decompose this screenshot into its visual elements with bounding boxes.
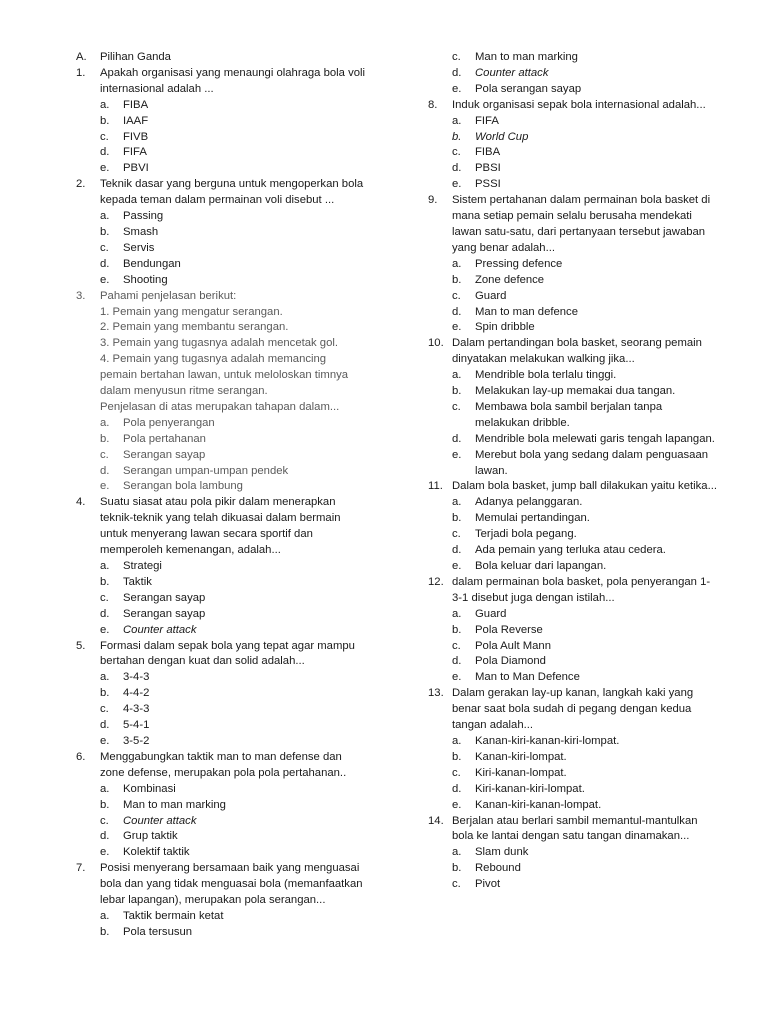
- item-text: 3. Pemain yang tugasnya adalah mencetak gol.: [100, 337, 339, 350]
- option-item: [76, 734, 366, 750]
- question-item: [428, 686, 720, 734]
- option-text: Kombinasi: [123, 782, 176, 795]
- option-letter: e.: [452, 321, 462, 334]
- option-text: Melakukan lay-up memakai dua tangan.: [475, 385, 676, 398]
- question-item: [428, 336, 720, 368]
- item-text: 4. Pemain yang tugasnya adalah memancing pemain bertahan lawan, untuk meloloskan timnya dalam menyusun ritme serangan.: [100, 353, 349, 398]
- option-letter: b.: [100, 432, 110, 445]
- question-item: [428, 575, 720, 607]
- item-number: 5.: [76, 639, 86, 652]
- option-letter: d.: [100, 607, 110, 620]
- option-item: [428, 527, 720, 543]
- option-item: [428, 145, 720, 161]
- option-item: [428, 798, 720, 814]
- option-item: [428, 82, 720, 98]
- item-text: Suatu siasat atau pola pikir dalam menerapkan teknik-teknik yang telah dikuasai dalam bermain untuk menyerang lawan secara sportif dan memperoleh kemenangan, adalah...: [100, 496, 341, 557]
- option-item: [428, 495, 720, 511]
- option-text: Man to man defence: [475, 305, 578, 318]
- option-item: [428, 273, 720, 289]
- option-item: [428, 384, 720, 400]
- option-item: [76, 718, 366, 734]
- option-text: Adanya pelanggaran.: [475, 496, 583, 509]
- option-letter: b.: [452, 385, 462, 398]
- option-text: FIBA: [475, 146, 501, 159]
- option-letter: e.: [100, 846, 110, 859]
- question-item: [76, 495, 366, 559]
- option-letter: e.: [100, 273, 110, 286]
- option-item: [76, 257, 366, 273]
- option-letter: a.: [452, 607, 462, 620]
- item-text: Induk organisasi sepak bola internasional adalah...: [452, 98, 706, 111]
- option-item: [76, 591, 366, 607]
- option-letter: a.: [100, 98, 110, 111]
- option-text: PBSI: [475, 162, 501, 175]
- option-item: [76, 145, 366, 161]
- option-text: Membawa bola sambil berjalan tanpa melakukan dribble.: [475, 400, 663, 429]
- option-letter: e.: [452, 798, 462, 811]
- option-text: Pola Diamond: [475, 655, 546, 668]
- option-item: [428, 750, 720, 766]
- item-number: 7.: [76, 862, 86, 875]
- option-item: [428, 845, 720, 861]
- question-item: [428, 479, 720, 495]
- option-text: Strategi: [123, 560, 162, 572]
- option-item: [428, 559, 720, 575]
- option-letter: d.: [452, 305, 462, 318]
- item-number: 2.: [76, 178, 86, 191]
- option-text: Kiri-kanan-lompat.: [475, 766, 567, 779]
- option-letter: b.: [452, 623, 462, 636]
- option-item: [76, 273, 366, 289]
- question-item: [76, 861, 366, 909]
- right-column: [428, 50, 720, 893]
- option-text: Kanan-kiri-lompat.: [475, 750, 567, 763]
- option-item: [76, 98, 366, 114]
- question-item: [428, 814, 720, 846]
- option-letter: b.: [452, 512, 462, 525]
- option-text: Pola Ault Mann: [475, 639, 551, 652]
- option-item: [76, 161, 366, 177]
- option-item: [76, 798, 366, 814]
- option-letter: e.: [452, 560, 462, 572]
- option-letter: a.: [452, 369, 462, 382]
- option-letter: a.: [452, 496, 462, 509]
- option-text: Slam dunk: [475, 846, 529, 859]
- item-text: Dalam pertandingan bola basket, seorang pemain dinyatakan melakukan walking jika...: [452, 337, 702, 366]
- option-text: Rebound: [475, 862, 521, 875]
- option-text: Counter attack: [123, 623, 197, 636]
- option-letter: c.: [452, 400, 461, 413]
- option-item: [428, 161, 720, 177]
- option-item: [76, 114, 366, 130]
- section-heading: [76, 50, 366, 66]
- option-letter: c.: [452, 878, 461, 891]
- option-item: [76, 130, 366, 146]
- option-text: FIBA: [123, 98, 149, 111]
- option-letter: a.: [100, 560, 110, 572]
- item-number: 10.: [428, 337, 444, 350]
- indent-spacer: [76, 320, 100, 336]
- item-text: 2. Pemain yang membantu serangan.: [100, 321, 289, 334]
- option-item: [428, 400, 720, 432]
- option-letter: b.: [100, 114, 110, 127]
- option-item: [428, 177, 720, 193]
- option-text: Kolektif taktik: [123, 846, 190, 859]
- item-number: 1.: [76, 66, 86, 79]
- option-letter: b.: [452, 862, 462, 875]
- option-text: Passing: [123, 210, 164, 223]
- option-letter: c.: [452, 289, 461, 302]
- paragraph-line: [76, 400, 366, 416]
- option-letter: b.: [452, 750, 462, 763]
- option-item: [428, 368, 720, 384]
- option-letter: d.: [100, 146, 110, 159]
- option-item: [428, 623, 720, 639]
- option-text: Taktik: [123, 575, 152, 588]
- option-letter: a.: [100, 416, 110, 429]
- item-number: 4.: [76, 496, 86, 509]
- option-text: Terjadi bola pegang.: [475, 528, 577, 541]
- option-letter: b.: [100, 798, 110, 811]
- option-text: Memulai pertandingan.: [475, 512, 590, 525]
- option-item: [76, 623, 366, 639]
- option-item: [76, 925, 366, 941]
- question-item: [428, 98, 720, 114]
- option-item: [428, 114, 720, 130]
- option-item: [428, 543, 720, 559]
- option-item: [76, 432, 366, 448]
- option-item: [76, 464, 366, 480]
- option-letter: e.: [452, 671, 462, 684]
- item-number: 3.: [76, 289, 86, 302]
- item-text: Pahami penjelasan berikut:: [100, 289, 237, 302]
- option-letter: b.: [100, 925, 110, 938]
- option-letter: a.: [100, 210, 110, 223]
- option-letter: c.: [100, 814, 109, 827]
- option-letter: a.: [452, 257, 462, 270]
- option-letter: d.: [100, 719, 110, 732]
- item-text: Sistem pertahanan dalam permainan bola basket di mana setiap pemain selalu berusaha mendekati lawan satu-satu, dari pertanyaan tersebut jawaban yang benar adalah...: [452, 194, 711, 254]
- option-letter: e.: [100, 480, 110, 493]
- option-text: Mendrible bola terlalu tinggi.: [475, 369, 617, 382]
- option-item: [76, 814, 366, 830]
- item-text: Menggabungkan taktik man to man defense dan zone defense, merupakan pola pola pertahanan..: [100, 750, 347, 779]
- option-item: [76, 702, 366, 718]
- option-text: Merebut bola yang sedang dalam penguasaan lawan.: [475, 448, 709, 477]
- option-item: [76, 225, 366, 241]
- option-text: FIVB: [123, 130, 149, 143]
- option-item: [76, 479, 366, 495]
- option-text: Guard: [475, 289, 507, 302]
- option-letter: d.: [452, 162, 462, 175]
- option-text: IAAF: [123, 114, 149, 127]
- option-text: 4-4-2: [123, 687, 150, 700]
- option-item: [76, 782, 366, 798]
- option-text: Serangan sayap: [123, 591, 206, 604]
- option-text: Pola pertahanan: [123, 432, 206, 445]
- item-text: Dalam bola basket, jump ball dilakukan yaitu ketika...: [452, 480, 717, 493]
- paragraph-line: [76, 320, 366, 336]
- option-text: FIFA: [123, 146, 147, 159]
- item-text: 1. Pemain yang mengatur serangan.: [100, 305, 283, 318]
- option-text: Pressing defence: [475, 257, 563, 270]
- option-letter: a.: [452, 734, 462, 747]
- option-letter: c.: [452, 146, 461, 159]
- option-text: Pola tersusun: [123, 925, 193, 938]
- option-text: Ada pemain yang terluka atau cedera.: [475, 544, 666, 557]
- item-number: 13.: [428, 687, 444, 700]
- option-item: [76, 559, 366, 575]
- item-number: 6.: [76, 750, 86, 763]
- option-item: [428, 257, 720, 273]
- option-text: 4-3-3: [123, 703, 150, 716]
- option-letter: c.: [100, 241, 109, 254]
- option-text: Bendungan: [123, 257, 181, 270]
- option-text: 5-4-1: [123, 719, 150, 732]
- option-item: [428, 670, 720, 686]
- option-item: [76, 416, 366, 432]
- option-text: Man to man marking: [123, 798, 226, 811]
- option-letter: d.: [452, 655, 462, 668]
- option-text: Spin dribble: [475, 321, 535, 334]
- option-letter: d.: [452, 432, 462, 445]
- option-letter: d.: [452, 782, 462, 795]
- indent-spacer: [76, 352, 100, 400]
- option-text: Kanan-kiri-kanan-kiri-lompat.: [475, 734, 620, 747]
- option-letter: a.: [100, 671, 110, 684]
- option-letter: b.: [452, 130, 462, 143]
- option-text: Kiri-kanan-kiri-lompat.: [475, 782, 585, 795]
- option-letter: c.: [452, 528, 461, 541]
- option-letter: e.: [100, 162, 110, 175]
- option-item: [428, 877, 720, 893]
- option-letter: c.: [100, 130, 109, 143]
- option-item: [428, 50, 720, 66]
- option-item: [428, 320, 720, 336]
- option-item: [428, 432, 720, 448]
- option-text: Kanan-kiri-kanan-lompat.: [475, 798, 602, 811]
- option-text: Pola Reverse: [475, 623, 543, 636]
- option-letter: c.: [100, 448, 109, 461]
- option-text: FIFA: [475, 114, 499, 127]
- option-text: Mendrible bola melewati garis tengah lapangan.: [475, 432, 715, 445]
- option-letter: d.: [452, 544, 462, 557]
- option-letter: d.: [452, 66, 462, 79]
- item-text: dalam permainan bola basket, pola penyerangan 1-3-1 disebut juga dengan istilah...: [452, 575, 711, 604]
- option-text: Pivot: [475, 878, 501, 891]
- option-letter: a.: [100, 782, 110, 795]
- option-item: [76, 448, 366, 464]
- option-letter: b.: [100, 687, 110, 700]
- option-text: Zone defence: [475, 273, 545, 286]
- option-letter: a.: [452, 846, 462, 859]
- option-letter: c.: [452, 51, 461, 63]
- item-text: Posisi menyerang bersamaan baik yang menguasai bola dan yang tidak menguasai bola (memanfaatkan lebar lapangan), merupakan pola serangan...: [100, 862, 363, 907]
- option-letter: d.: [100, 257, 110, 270]
- option-text: Serangan umpan-umpan pendek: [123, 464, 289, 477]
- indent-spacer: [76, 305, 100, 321]
- option-item: [76, 575, 366, 591]
- option-item: [428, 305, 720, 321]
- item-text: Penjelasan di atas merupakan tahapan dalam...: [100, 400, 340, 413]
- question-item: [76, 289, 366, 305]
- option-item: [428, 607, 720, 623]
- option-letter: e.: [100, 623, 110, 636]
- option-text: Man to Man Defence: [475, 671, 580, 684]
- item-text: Formasi dalam sepak bola yang tepat agar mampu bertahan dengan kuat dan solid adalah...: [100, 639, 355, 668]
- option-item: [76, 829, 366, 845]
- option-text: Grup taktik: [123, 830, 178, 843]
- option-text: Pola penyerangan: [123, 416, 215, 429]
- item-number: 14.: [428, 814, 444, 827]
- option-letter: b.: [452, 273, 462, 286]
- item-number: 8.: [428, 98, 438, 111]
- option-text: PSSI: [475, 178, 501, 191]
- option-text: Counter attack: [475, 66, 549, 79]
- option-item: [76, 686, 366, 702]
- option-item: [428, 639, 720, 655]
- option-item: [428, 448, 720, 480]
- option-item: [76, 209, 366, 225]
- option-letter: b.: [100, 225, 110, 238]
- option-item: [76, 241, 366, 257]
- option-item: [428, 66, 720, 82]
- option-item: [76, 607, 366, 623]
- option-letter: c.: [452, 766, 461, 779]
- option-letter: c.: [100, 591, 109, 604]
- option-item: [428, 130, 720, 146]
- item-number: A.: [76, 51, 87, 63]
- option-letter: e.: [452, 178, 462, 191]
- item-text: Teknik dasar yang berguna untuk mengoperkan bola kepada teman dalam permainan voli disebut ...: [100, 178, 364, 207]
- option-letter: e.: [452, 82, 462, 95]
- option-letter: d.: [100, 464, 110, 477]
- option-item: [428, 734, 720, 750]
- item-number: 11.: [428, 480, 443, 493]
- option-letter: c.: [452, 639, 461, 652]
- option-letter: c.: [100, 703, 109, 716]
- item-number: 9.: [428, 194, 438, 207]
- option-item: [76, 670, 366, 686]
- option-item: [428, 766, 720, 782]
- option-item: [428, 511, 720, 527]
- item-text: Pilihan Ganda: [100, 51, 171, 63]
- option-text: Pola serangan sayap: [475, 82, 582, 95]
- indent-spacer: [76, 400, 100, 416]
- option-item: [76, 845, 366, 861]
- option-text: Shooting: [123, 273, 168, 286]
- option-letter: a.: [452, 114, 462, 127]
- option-item: [76, 909, 366, 925]
- option-letter: d.: [100, 830, 110, 843]
- option-text: World Cup: [475, 130, 529, 143]
- left-column: [76, 50, 366, 941]
- item-text: Dalam gerakan lay-up kanan, langkah kaki yang benar saat bola sudah di pegang dengan kedua tangan adalah...: [452, 687, 694, 732]
- option-text: Taktik bermain ketat: [123, 909, 224, 922]
- option-text: Bola keluar dari lapangan.: [475, 560, 607, 572]
- item-number: 12.: [428, 575, 444, 588]
- question-item: [76, 750, 366, 782]
- option-text: Man to man marking: [475, 51, 578, 63]
- option-text: Serangan bola lambung: [123, 480, 243, 493]
- option-text: Serangan sayap: [123, 448, 206, 461]
- paragraph-line: [76, 352, 366, 400]
- option-text: Counter attack: [123, 814, 197, 827]
- option-text: Smash: [123, 225, 159, 238]
- option-item: [428, 654, 720, 670]
- option-text: 3-4-3: [123, 671, 150, 684]
- option-text: PBVI: [123, 162, 149, 175]
- option-item: [428, 289, 720, 305]
- option-letter: e.: [452, 448, 462, 461]
- option-letter: e.: [100, 734, 110, 747]
- question-item: [76, 66, 366, 98]
- indent-spacer: [76, 336, 100, 352]
- question-item: [76, 639, 366, 671]
- option-item: [428, 782, 720, 798]
- paragraph-line: [76, 336, 366, 352]
- item-text: Apakah organisasi yang menaungi olahraga bola voli internasional adalah ...: [100, 66, 366, 95]
- option-text: Guard: [475, 607, 507, 620]
- item-text: Berjalan atau berlari sambil memantul-mantulkan bola ke lantai dengan satu tangan dinamakan...: [452, 814, 698, 843]
- question-item: [76, 177, 366, 209]
- option-letter: a.: [100, 909, 110, 922]
- option-text: Servis: [123, 241, 155, 254]
- option-text: Serangan sayap: [123, 607, 206, 620]
- option-letter: b.: [100, 575, 110, 588]
- question-item: [428, 193, 720, 257]
- paragraph-line: [76, 305, 366, 321]
- option-text: 3-5-2: [123, 734, 150, 747]
- option-item: [428, 861, 720, 877]
